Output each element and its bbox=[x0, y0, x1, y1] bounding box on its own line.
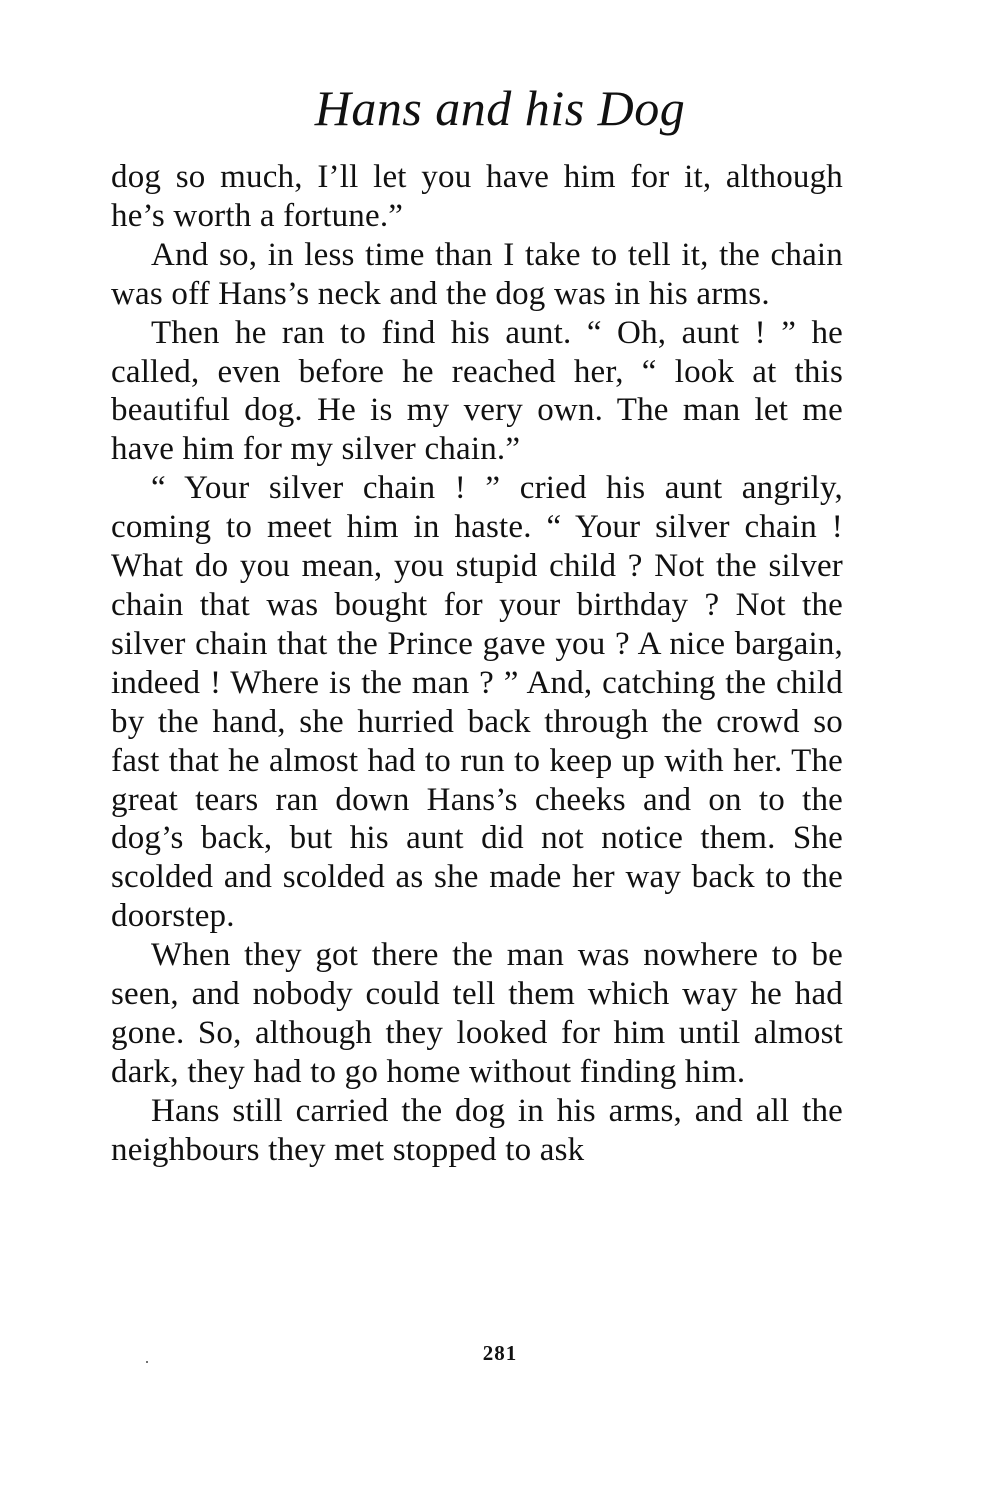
paragraph: Then he ran to find his aunt. “ Oh, aunt ! ” he called, even before he reached her, “ look at this beautiful dog. He is my very own. The man let me have him for my silver chain.” bbox=[111, 314, 843, 468]
paragraph: “ Your silver chain ! ” cried his aunt angrily, coming to meet him in haste. “ Your silver chain ! What do you mean, you stupid child ? Not the silver chain that was bought for your birthday ? Not the silver chain that the Prince gave you ? A nice bargain, indeed ! Where is the man ? ” And, catching the child by the hand, she hurried back through the crowd so fast that he almost had to run to keep up with her. The great tears ran down Hans’s cheeks and on to the dog’s back, but his aunt did not notice them. She scolded and scolded as she made her way back to the doorstep. bbox=[111, 470, 843, 935]
paragraph: And so, in less time than I take to tell it, the chain was off Hans’s neck and the dog was in his arms. bbox=[111, 236, 843, 312]
paragraph: When they got there the man was nowhere to be seen, and nobody could tell them which way he had gone. So, although they looked for him until almost dark, they had to go home without finding him. bbox=[111, 937, 843, 1090]
page-number: 281 bbox=[482, 1341, 518, 1365]
body-text bbox=[111, 158, 843, 1170]
running-title: Hans and his Dog bbox=[314, 80, 686, 136]
paragraph: Hans still carried the dog in his arms, and all the neighbours they met stopped to ask bbox=[111, 1092, 843, 1168]
paragraph: dog so much, I’ll let you have him for it, although he’s worth a fortune.” bbox=[111, 159, 843, 234]
